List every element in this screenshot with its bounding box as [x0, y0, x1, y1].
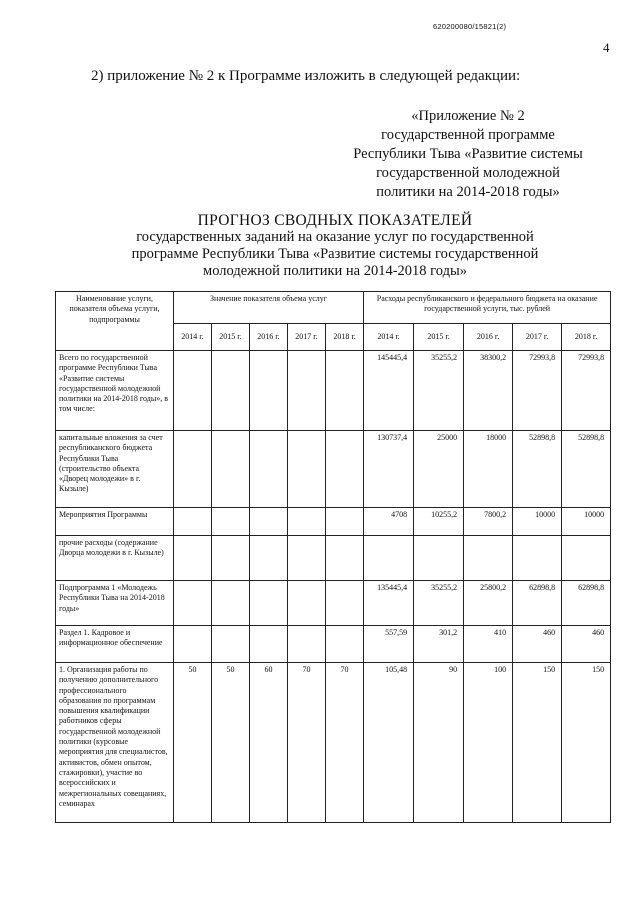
header-expenses: Расходы республиканского и федерального бюджета на оказание государственной услуги, тыс. рублей	[364, 292, 611, 324]
volume-cell	[174, 536, 212, 581]
volume-cell	[250, 626, 288, 663]
expense-cell: 410	[464, 626, 513, 663]
volume-cell: 70	[288, 663, 326, 823]
volume-cell: 50	[212, 663, 250, 823]
expense-cell: 145445,4	[364, 351, 414, 431]
table-row	[56, 536, 611, 581]
volume-cell	[288, 536, 326, 581]
appendix-line: Республики Тыва «Развитие системы	[353, 146, 583, 162]
expense-cell: 135445,4	[364, 581, 414, 626]
volume-cell	[288, 431, 326, 508]
expense-cell: 52898,8	[513, 431, 562, 508]
appendix-line: политики на 2014-2018 годы»	[376, 184, 560, 200]
title-line: молодежной политики на 2014-2018 годы»	[203, 263, 467, 279]
expense-cell: 62898,8	[562, 581, 611, 626]
year-header: 2017 г.	[513, 324, 562, 351]
header-volume: Значение показателя объема услуг	[174, 292, 364, 324]
indicators-table	[55, 291, 611, 823]
expense-cell: 150	[562, 663, 611, 823]
volume-cell	[288, 581, 326, 626]
table-row	[56, 508, 611, 536]
expense-cell: 10255,2	[414, 508, 464, 536]
volume-cell	[326, 508, 364, 536]
expense-cell: 7800,2	[464, 508, 513, 536]
appendix-line: «Приложение № 2	[411, 108, 525, 124]
row-name: Мероприятия Программы	[56, 508, 174, 536]
volume-cell	[250, 581, 288, 626]
year-header: 2016 г.	[250, 324, 288, 351]
table-row	[56, 581, 611, 626]
year-header: 2014 г.	[364, 324, 414, 351]
expense-cell: 35255,2	[414, 351, 464, 431]
title-line: программе Республики Тыва «Развитие системы государственной	[131, 246, 539, 262]
year-header: 2017 г.	[288, 324, 326, 351]
expense-cell: 105,48	[364, 663, 414, 823]
volume-cell	[288, 626, 326, 663]
page-number: 4	[603, 40, 610, 55]
expense-cell: 72993,8	[513, 351, 562, 431]
document-title	[100, 212, 570, 280]
volume-cell	[326, 626, 364, 663]
title-line: государственных заданий на оказание услуг по государственной	[136, 229, 534, 245]
expense-cell: 557,59	[364, 626, 414, 663]
table-row	[56, 351, 611, 431]
expense-cell: 10000	[562, 508, 611, 536]
volume-cell	[326, 431, 364, 508]
expense-cell: 10000	[513, 508, 562, 536]
volume-cell	[288, 508, 326, 536]
title-main: ПРОГНОЗ СВОДНЫХ ПОКАЗАТЕЛЕЙ	[197, 212, 473, 229]
year-header: 2018 г.	[562, 324, 611, 351]
year-header: 2014 г.	[174, 324, 212, 351]
expense-cell: 72993,8	[562, 351, 611, 431]
expense-cell: 35255,2	[414, 581, 464, 626]
expense-cell	[562, 536, 611, 581]
year-header: 2015 г.	[212, 324, 250, 351]
volume-cell	[212, 536, 250, 581]
row-name: 1. Организация работы по получению дополнительного профессионального образования по программам повышения квалификации работников сферы государственной молодежной политики (курсовые мероприятия для специалистов, активистов, обмен опытом, стажировки), участие во всероссийских и межрегиональных совещаниях, семинарах	[56, 663, 174, 823]
volume-cell	[250, 431, 288, 508]
volume-cell	[288, 351, 326, 431]
table-row	[56, 626, 611, 663]
volume-cell	[212, 626, 250, 663]
volume-cell: 70	[326, 663, 364, 823]
appendix-line: государственной молодежной	[376, 165, 560, 181]
volume-cell: 60	[250, 663, 288, 823]
volume-cell	[212, 508, 250, 536]
expense-cell	[364, 536, 414, 581]
appendix-line: государственной программе	[381, 127, 555, 143]
expense-cell: 4708	[364, 508, 414, 536]
volume-cell	[174, 581, 212, 626]
volume-cell	[174, 626, 212, 663]
volume-cell	[326, 351, 364, 431]
header-service-name: Наименование услуги, показателя объема услуги, подпрограммы	[56, 292, 174, 351]
expense-cell: 38300,2	[464, 351, 513, 431]
expense-cell	[464, 536, 513, 581]
table-row	[56, 431, 611, 508]
row-name: капитальные вложения за счет республиканского бюджета Республики Тыва (строительство объекта «Дворец молодежи» в г. Кызыле)	[56, 431, 174, 508]
volume-cell	[212, 431, 250, 508]
volume-cell	[326, 581, 364, 626]
document-id: 620200080/15821(2)	[433, 22, 507, 31]
expense-cell: 150	[513, 663, 562, 823]
volume-cell	[250, 508, 288, 536]
year-header: 2016 г.	[464, 324, 513, 351]
volume-cell	[212, 351, 250, 431]
row-name: Подпрограмма 1 «Молодежь Республики Тыва на 2014-2018 годы»	[56, 581, 174, 626]
expense-cell	[414, 536, 464, 581]
volume-cell	[212, 581, 250, 626]
expense-cell: 130737,4	[364, 431, 414, 508]
volume-cell	[174, 508, 212, 536]
expense-cell: 460	[562, 626, 611, 663]
expense-cell: 90	[414, 663, 464, 823]
volume-cell	[174, 351, 212, 431]
expense-cell: 62898,8	[513, 581, 562, 626]
year-header: 2015 г.	[414, 324, 464, 351]
expense-cell: 100	[464, 663, 513, 823]
year-header: 2018 г.	[326, 324, 364, 351]
expense-cell: 18000	[464, 431, 513, 508]
intro-text: 2) приложение № 2 к Программе изложить в следующей редакции:	[91, 68, 521, 84]
volume-cell: 50	[174, 663, 212, 823]
table-row	[56, 663, 611, 823]
expense-cell: 301,2	[414, 626, 464, 663]
volume-cell	[250, 351, 288, 431]
expense-cell: 460	[513, 626, 562, 663]
appendix-reference	[348, 107, 588, 202]
row-name: Раздел 1. Кадровое и информационное обеспечение	[56, 626, 174, 663]
expense-cell: 25800,2	[464, 581, 513, 626]
volume-cell	[174, 431, 212, 508]
row-name: прочие расходы (содержание Дворца молодежи в г. Кызыле)	[56, 536, 174, 581]
volume-cell	[250, 536, 288, 581]
expense-cell: 25000	[414, 431, 464, 508]
row-name: Всего по государственной программе Республики Тыва «Развитие системы государственной молодежной политики на 2014-2018 годы», в том числе:	[56, 351, 174, 431]
expense-cell: 52898,8	[562, 431, 611, 508]
volume-cell	[326, 536, 364, 581]
expense-cell	[513, 536, 562, 581]
